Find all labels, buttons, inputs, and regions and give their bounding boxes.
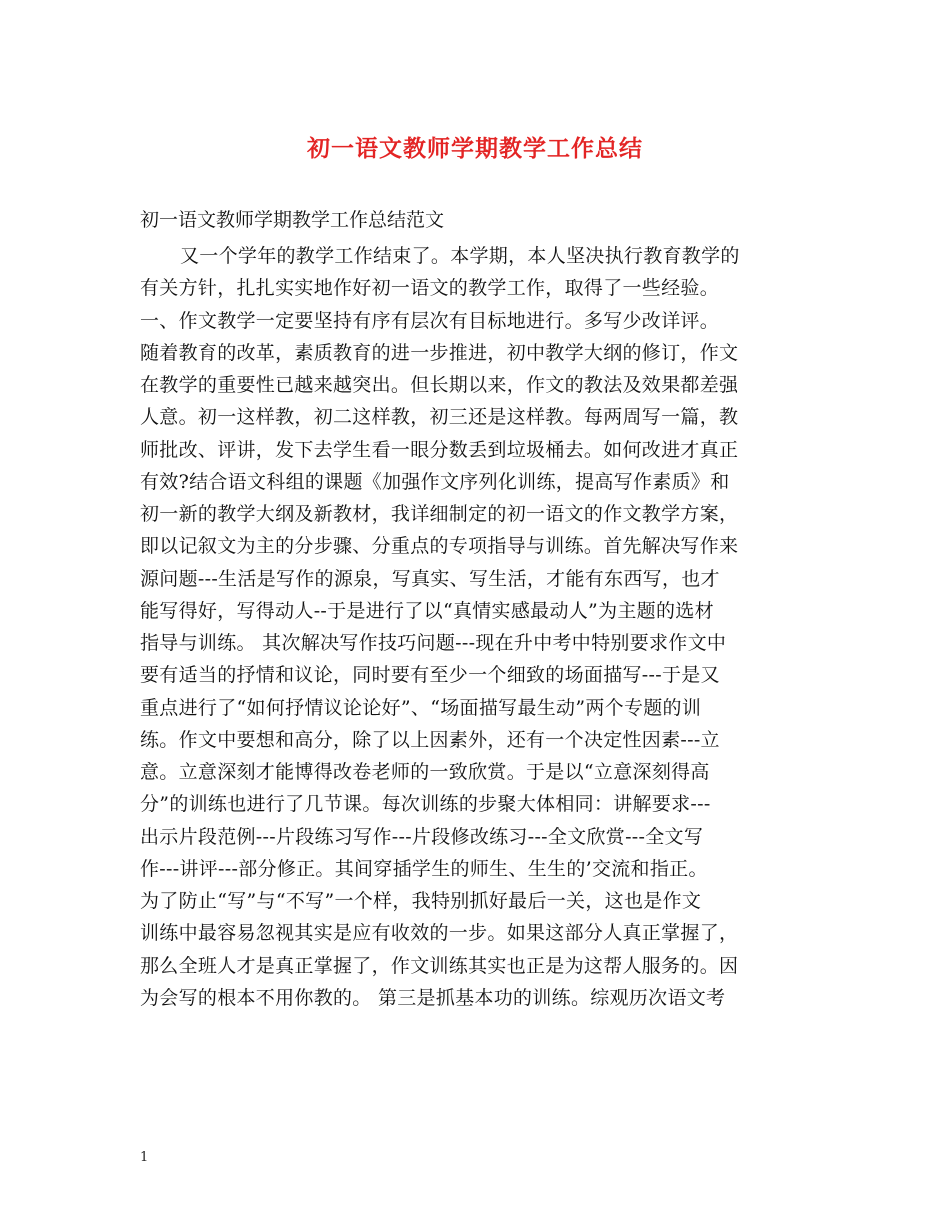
- body-line: 师批改、评讲，发下去学生看一眼分数丢到垃圾桶去。如何改进才真正: [140, 438, 739, 461]
- body-line: 又一个学年的教学工作结束了。本学期，本人坚决执行教育教学的: [180, 245, 740, 267]
- body-line: 出示片段范例---片段练习写作---片段修改练习---全文欣赏---全文写: [140, 825, 704, 848]
- body-line: 训练中最容易忽视其实是应有收效的一步。如果这部分人真正掌握了，: [140, 922, 739, 945]
- body-line: 要有适当的抒情和议论，同时要有至少一个细致的场面描写---于是又: [140, 664, 720, 687]
- body-line: 随着教育的改革，素质教育的进一步推进，初中教学大纲的修订，作文: [140, 341, 739, 364]
- body-line: 能写得好，写得动人--于是进行了以“真情实感最动人”为主题的选材: [140, 599, 714, 622]
- document-subtitle: 初一语文教师学期教学工作总结范文: [140, 209, 445, 231]
- document-title: 初一语文教师学期教学工作总结: [307, 135, 643, 162]
- body-line: 为了防止“写”与“不写”一个样，我特别抓好最后一关，这也是作文: [140, 890, 702, 912]
- body-line: 有效?结合语文科组的课题《加强作文序列化训练，提高写作素质》和: [140, 470, 730, 493]
- body-line: 一、作文教学一定要坚持有序有层次有目标地进行。多写少改详评。: [140, 309, 720, 332]
- body-line: 有关方针，扎扎实实地作好初一语文的教学工作，取得了一些经验。: [140, 277, 720, 300]
- body-line: 指导与训练。 其次解决写作技巧问题---现在升中考中特别要求作文中: [140, 632, 727, 654]
- body-line: 在教学的重要性已越来越突出。但长期以来，作文的教法及效果都差强: [140, 374, 739, 396]
- body-line: 那么全班人才是真正掌握了，作文训练其实也正是为这帮人服务的。因: [140, 954, 739, 977]
- body-line: 为会写的根本不用你教的。 第三是抓基本功的训练。综观历次语文考: [140, 986, 726, 1009]
- body-line: 重点进行了“如何抒情议论论好”、“场面描写最生动”两个专题的训: [140, 696, 702, 719]
- body-line: 意。立意深刻才能博得改卷老师的一致欣赏。于是以“立意深刻得高: [140, 761, 710, 783]
- body-line: 作---讲评---部分修正。其间穿插学生的师生、生生的’交流和指正。: [140, 857, 708, 880]
- document-body: [140, 240, 812, 1014]
- body-line: 初一新的教学大纲及新教材，我详细制定的初一语文的作文教学方案，: [140, 503, 739, 525]
- body-line: 练。作文中要想和高分，除了以上因素外，还有一个决定性因素---立: [140, 728, 720, 751]
- page-number: 1: [140, 1150, 149, 1165]
- body-line: 人意。初一这样教，初二这样教，初三还是这样教。每两周写一篇，教: [140, 406, 739, 429]
- body-line: 即以记叙文为主的分步骤、分重点的专项指导与训练。首先解决写作来: [140, 535, 739, 558]
- body-line: 分”的训练也进行了几节课。每次训练的步聚大体相同：讲解要求---: [140, 793, 711, 816]
- body-line: 源问题---生活是写作的源泉，写真实、写生活，才能有东西写，也才: [140, 567, 720, 590]
